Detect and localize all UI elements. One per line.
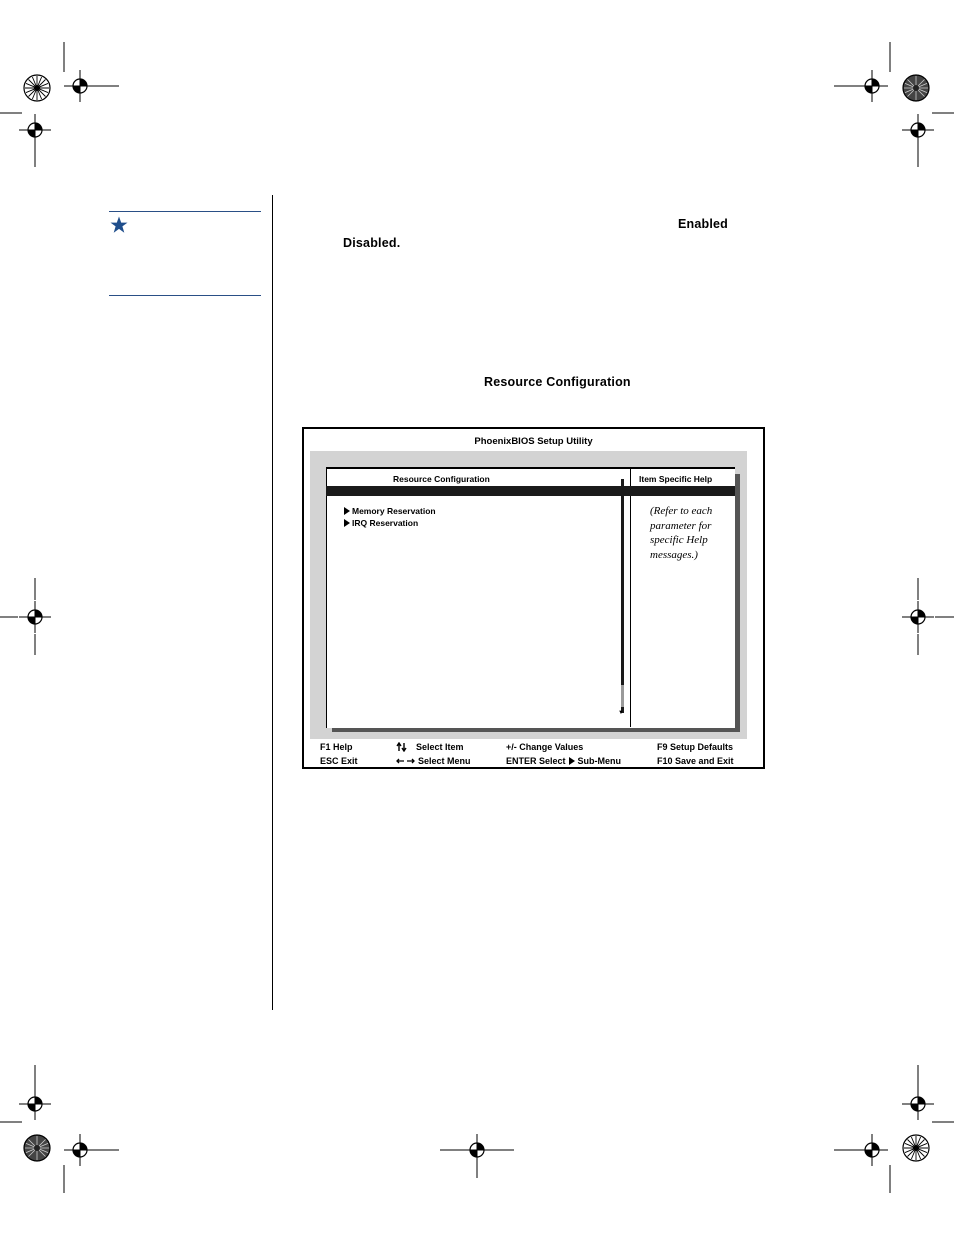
bios-help-header: Item Specific Help xyxy=(639,474,713,484)
bios-menu-header: Resource Configuration xyxy=(393,474,490,484)
bios-menu-bar xyxy=(326,486,735,496)
menu-item-label: Memory Reservation xyxy=(352,506,436,516)
help-line: messages.) xyxy=(650,548,698,561)
bios-scrollbar-thumb[interactable] xyxy=(621,685,624,707)
note-star-icon xyxy=(110,216,128,234)
submenu-arrow-icon xyxy=(344,519,350,527)
bios-screen xyxy=(302,427,765,769)
sidebar-rule-top xyxy=(109,211,261,212)
footer-esc-exit: ESC Exit xyxy=(320,756,358,766)
footer-select-menu-label: Select Menu xyxy=(418,756,471,766)
footer-sub-menu-label: Sub-Menu xyxy=(577,756,622,766)
footer-change-values: +/- Change Values xyxy=(506,742,584,752)
sidebar-rule-bottom xyxy=(109,295,261,296)
body-text-disabled: Disabled. xyxy=(343,236,401,250)
help-line: (Refer to each xyxy=(650,505,713,517)
body-text-heading: Resource Configuration xyxy=(484,375,631,389)
bios-title: PhoenixBIOS Setup Utility xyxy=(474,436,593,447)
footer-f1-help: F1 Help xyxy=(320,742,353,752)
submenu-arrow-icon xyxy=(344,507,350,515)
column-divider xyxy=(272,195,273,1010)
left-right-arrows-icon xyxy=(396,757,416,765)
help-line: parameter for xyxy=(650,519,712,532)
footer-enter-select-label: ENTER Select xyxy=(506,756,566,766)
submenu-arrow-icon xyxy=(569,757,575,765)
footer-f9-defaults: F9 Setup Defaults xyxy=(657,742,734,752)
footer-select-menu xyxy=(396,756,471,766)
bios-panel-shadow-right xyxy=(735,474,740,730)
footer-select-item-label: Select Item xyxy=(416,742,464,752)
body-text-enabled: Enabled xyxy=(678,217,729,231)
item-help-text xyxy=(650,504,730,562)
menu-item-memory-reservation[interactable] xyxy=(344,506,436,516)
menu-item-label: IRQ Reservation xyxy=(352,518,419,528)
help-line: specific Help xyxy=(650,534,708,546)
scroll-down-arrow-icon[interactable]: ▼ xyxy=(618,710,624,716)
menu-item-irq-reservation[interactable] xyxy=(344,518,418,528)
footer-f10-save-exit: F10 Save and Exit xyxy=(657,756,734,766)
bios-scrollbar[interactable] xyxy=(621,479,624,713)
bios-help-divider xyxy=(630,467,631,727)
up-down-arrows-icon xyxy=(396,742,408,752)
footer-enter-select xyxy=(506,756,621,766)
footer-select-item xyxy=(396,742,464,752)
